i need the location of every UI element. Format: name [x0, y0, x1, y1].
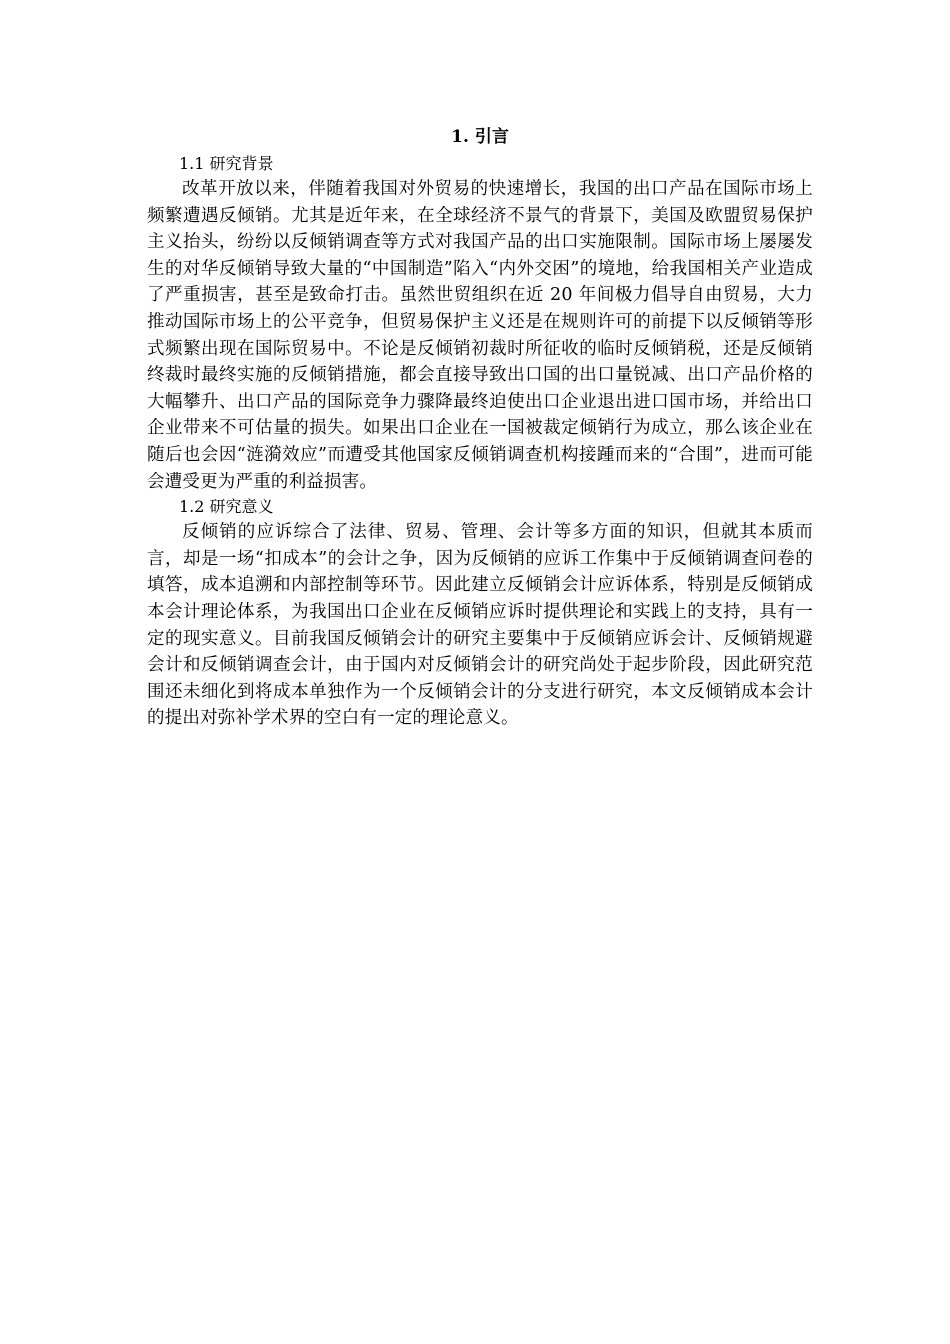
subsection-heading-background: 1.1 研究背景 — [179, 154, 274, 173]
subsection-heading-significance: 1.2 研究意义 — [179, 497, 274, 517]
section-title: 1. 引言 — [451, 127, 509, 147]
document-body — [147, 122, 813, 732]
paragraph-significance: 反倾销的应诉综合了法律、贸易、管理、会计等多方面的知识，但就其本质而言，却是一场“扣成本”的会计之争，因为反倾销的应诉工作集中于反倾销调查问卷的填答，成本追溯和内部控制等环节。因此建立反倾销会计应诉体系，特别是反倾销成本会计理论体系，为我国出口企业在反倾销应诉时提供理论和实践上的支持，具有一定的现实意义。目前我国反倾销会计的研究主要集中于反倾销应诉会计、反倾销规避会计和反倾销调查会计，由于国内对反倾销会计的研究尚处于起步阶段，因此研究范围还未细化到将成本单独作为一个反倾销会计的分支进行研究，本文反倾销成本会计的提出对弥补学术界的空白有一定的理论意义。 — [147, 522, 813, 729]
paragraph-background: 改革开放以来，伴随着我国对外贸易的快速增长，我国的出口产品在国际市场上频繁遭遇反倾销。尤其是近年来，在全球经济不景气的背景下，美国及欧盟贸易保护主义抬头，纷纷以反倾销调查等方式对我国产品的出口实施限制。国际市场上屡屡发生的对华反倾销导致大量的“中国制造”陷入“内外交困”的境地，给我国相关产业造成了严重损害，甚至是致命打击。虽然世贸组织在近 20 年间极力倡导自由贸易，大力推动国际市场上的公平竞争，但贸易保护主义还是在规则许可的前提下以反倾销等形式频繁出现在国际贸易中。不论是反倾销初裁时所征收的临时反倾销税，还是反倾销终裁时最终实施的反倾销措施，都会直接导致出口国的出口量锐减、出口产品价格的大幅攀升、出口产品的国际竞争力骤降最终迫使出口企业退出进口国市场，并给出口企业带来不可估量的损失。如果出口企业在一国被裁定倾销行为成立，那么该企业在随后也会因“涟漪效应”而遭受其他国家反倾销调查机构接踵而来的“合围”，进而可能会遭受更为严重的利益损害。 — [147, 179, 813, 492]
